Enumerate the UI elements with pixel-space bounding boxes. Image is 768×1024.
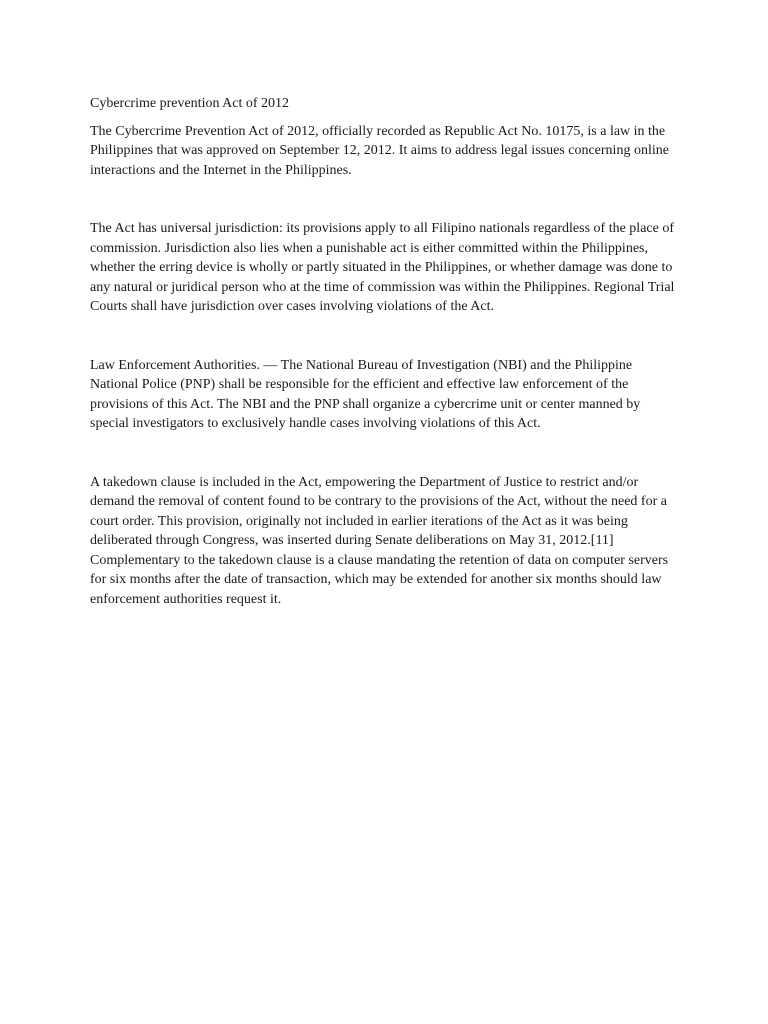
paragraph-jurisdiction: The Act has universal jurisdiction: its provisions apply to all Filipino nationals regardless of the place of commission. Jurisdiction also lies when a punishable act is either committed within the Philippines, whether the erring device is wholly or partly situated in the Philippines, or whether damage was done to any natural or juridical person who at the time of commission was within the Philippines. Regional Trial Courts shall have jurisdiction over cases involving violations of the Act. (90, 221, 675, 314)
paragraph-spacer (90, 434, 680, 473)
document-title: Cybercrime prevention Act of 2012 (90, 96, 290, 111)
paragraph-spacer (90, 317, 680, 356)
document-body (90, 94, 680, 609)
paragraph-takedown-clause: A takedown clause is included in the Act, empowering the Department of Justice to restrict and/or demand the removal of content found to be contrary to the provisions of the Act, without the need for a court order. This provision, originally not included in earlier iterations of the Act as it was being deliberated through Congress, was inserted during Senate deliberations on May 31, 2012.[11] Complementary to the takedown clause is a clause mandating the retention of data on computer servers for six months after the date of transaction, which may be extended for another six months should law enforcement authorities request it. (90, 474, 669, 607)
paragraph-spacer (90, 180, 680, 219)
paragraph-intro: The Cybercrime Prevention Act of 2012, officially recorded as Republic Act No. 10175, is a law in the Philippines that was approved on September 12, 2012. It aims to address legal issues concerning online interactions and the Internet in the Philippines. (90, 123, 669, 178)
paragraph-law-enforcement: Law Enforcement Authorities. — The National Bureau of Investigation (NBI) and the Philippine National Police (PNP) shall be responsible for the efficient and effective law enforcement of the provisions of this Act. The NBI and the PNP shall organize a cybercrime unit or center manned by special investigators to exclusively handle cases involving violations of this Act. (90, 357, 641, 431)
